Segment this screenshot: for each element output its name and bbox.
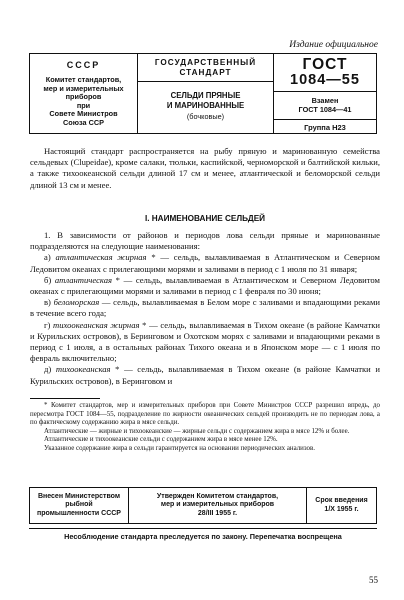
footnotes [30, 402, 380, 453]
section-heading: I. НАИМЕНОВАНИЕ СЕЛЬДЕЙ [144, 214, 266, 223]
gost-label: ГОСТ [302, 56, 348, 73]
replaces-label: Взамен [311, 96, 339, 105]
footer-divider [29, 528, 377, 529]
intro-paragraph [30, 146, 380, 191]
group-divider [274, 119, 376, 120]
document-subtitle: (бочковые) [186, 112, 225, 122]
footnote: * Комитет стандартов, мер и измерительных приборов при Совете Министров СССР разрешил впредь, до пересмотра ГОСТ 1084—55, подразделение по жирности океанических сельдей производить не по периодам лова, а по фактическому содержанию жира в мясе сельди. [30, 402, 380, 426]
list-item: б) атлантическая * — сельдь, вылавливаемая в Атлантическом и Северном Ледовитом океанах с прилегающими морями и заливами в период с 1 февраля по 30 июня; [30, 274, 380, 297]
header-authority-cell [30, 54, 138, 133]
authority-line: при [76, 100, 91, 110]
list-item: а) атлантическая жирная * — сельдь, вылавливаемая в Атлантическом и Северном Ледовитом океанах с прилегающими морями и заливами в период с 1 июля по 31 января; [30, 252, 380, 274]
gost-number: 1084—55 [274, 73, 376, 92]
intro-text: Настоящий стандарт распространяется на рыбу пряную и маринованную семейства сельдевых (Clupeidae), кроме салаки, тюльки, каспийской, черноморской и балтийской кильки, а также тихоокеанской сельди длиной 17 см и менее, атлантической и беломорской сельди длиной 13 см и менее. [30, 146, 380, 190]
footnote: Указанное содержание жира в сельди гарантируется на основании периодических анализов. [44, 444, 315, 452]
introduced-by-cell: Внесен Министерством рыбной промышленности СССР [30, 488, 129, 523]
footnote-divider [30, 398, 100, 399]
standard-kind [138, 54, 273, 82]
page-number: 55 [369, 575, 378, 585]
replaces-info [274, 96, 376, 114]
standard-kind-line: ГОСУДАРСТВЕННЫЙ [154, 58, 257, 67]
header-title-cell [138, 54, 274, 133]
term: тихоокеанская жирная [53, 319, 140, 330]
group-label: Группа Н23 [304, 123, 346, 132]
document-title [138, 91, 273, 110]
country-label: СССР [66, 60, 101, 70]
replaces-value: ГОСТ 1084—41 [298, 105, 352, 114]
authority-line: Союза ССР [63, 117, 104, 127]
reprint-prohibition: Несоблюдение стандарта преследуется по закону. Перепечатка воспрещена [64, 532, 342, 541]
term: беломорская [53, 297, 100, 308]
effective-date-cell: Срок введения 1/X 1955 г. [315, 496, 368, 513]
footer-info-table [29, 487, 377, 524]
term: тихоокеанская [55, 364, 111, 375]
footnote: Атлантические и тихоокеанские сельди с содержанием жира в мясе менее 12%. [44, 436, 278, 443]
list-item: д) тихоокеанская * — сельдь, вылавливаемая в Тихом океане (в районе Камчатки и Курильских островов), в Беринговом и [30, 364, 380, 386]
title-line: И МАРИНОВАННЫЕ [166, 100, 245, 110]
title-line: СЕЛЬДИ ПРЯНЫЕ [170, 91, 241, 100]
header-number-cell [274, 54, 376, 133]
list-item: в) беломорская — сельдь, вылавливаемая в Белом море с заливами и впадающими реками в течение всего года; [30, 297, 380, 319]
authority-name [30, 76, 137, 128]
standard-header-table [29, 53, 377, 134]
section-body [30, 230, 380, 387]
authority-line: мер и измерительных [43, 83, 124, 93]
authority-line: Комитет стандартов, [45, 75, 122, 84]
authority-line: Совете Министров [49, 109, 118, 119]
paragraph-1: 1. В зависимости от районов и периодов лова сельди пряные и маринованные подразделяются на следующие наименования: [30, 230, 380, 252]
edition-label: Издание официальное [289, 40, 378, 50]
term: атлантическая [54, 274, 113, 285]
term: атлантическая жирная [55, 252, 147, 263]
footnote: Атлантические — жирные и тихоокеанские — жирные сельди с содержанием жира в мясе 12% и более. [44, 427, 350, 435]
authority-line: приборов [65, 92, 102, 102]
standard-kind-line: СТАНДАРТ [179, 68, 232, 77]
list-item: г) тихоокеанская жирная * — сельдь, вылавливаемая в Тихом океане (в районе Камчатки и Курильских островов), в Беринговом и Охотском морях с заливами и впадающими реками в период с 1 июля, а в остальных районах Тихого океана и в Японском море — с 1 июля по февраль включительно; [30, 319, 380, 364]
approved-by-cell: Утвержден Комитетом стандартов, мер и измерительных приборов 28/III 1955 г. [129, 488, 307, 523]
